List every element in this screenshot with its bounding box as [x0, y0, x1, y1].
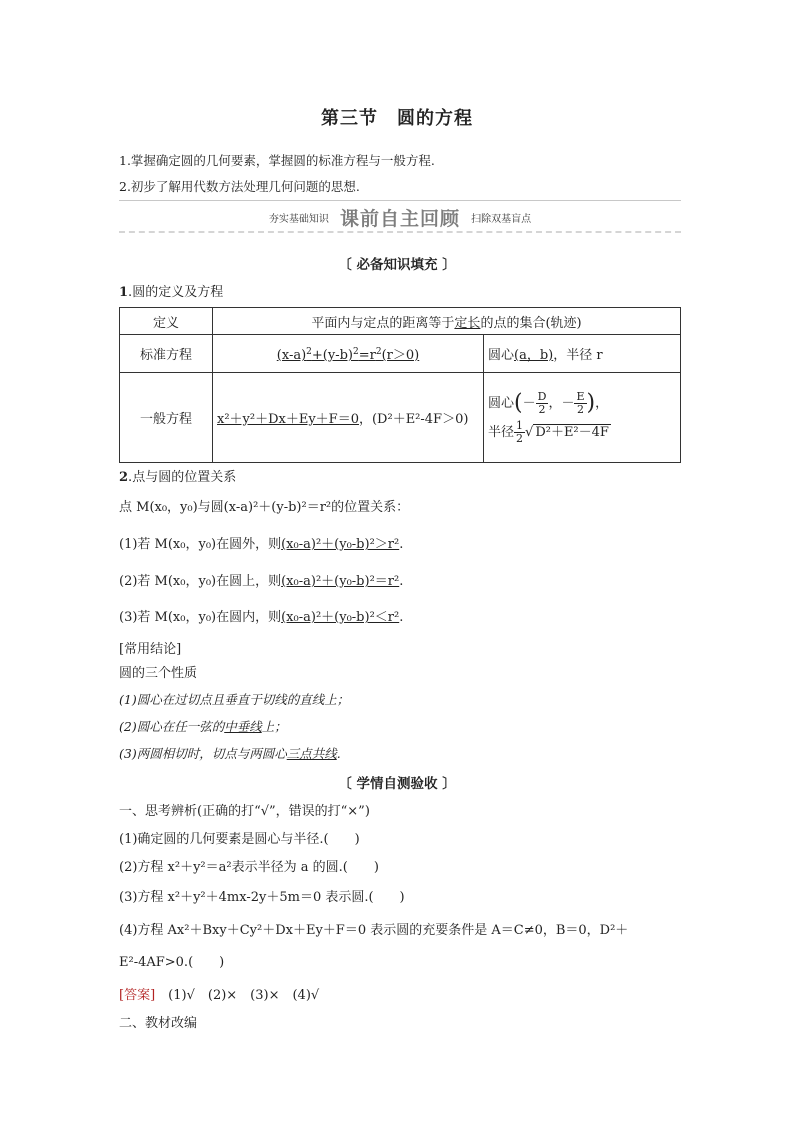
standard-equation-cell — [213, 335, 484, 373]
banner-main: 课前自主回顾 — [339, 208, 460, 230]
eq-sup: 2 — [353, 347, 359, 357]
radius-label: ，半径 r — [553, 348, 603, 363]
minus-sign: － — [522, 395, 536, 411]
section-knowledge-label: 必备知识填充 — [356, 257, 438, 273]
center-label: 圆心 — [488, 348, 515, 363]
question-4-cont: E²-4AF>0.( ) — [119, 955, 225, 970]
case-end: . — [399, 574, 404, 589]
common-conclusions-subtitle: 圆的三个性质 — [119, 666, 198, 681]
case-answer: (x₀-a)²＋(y₀-b)²＝r² — [281, 574, 400, 589]
definition-text: 平面内与定点的距离等于 — [311, 315, 455, 331]
radius-sqrt: D²＋E²－4F — [535, 424, 609, 440]
property-2 — [119, 717, 287, 735]
case-text: (1)若 M(x₀，y₀)在圆外，则 — [119, 537, 282, 552]
general-center-line: 圆心(－ $\frac{D}{2}$ ，－ $\frac{E}{2}$ )， — [488, 389, 609, 416]
definition-cell — [213, 308, 681, 335]
property-1 — [119, 690, 349, 708]
question-4: (4)方程 Ax²＋Bxy＋Cy²＋Dx＋Ey＋F＝0 表示圆的充要条件是 A＝C≠0，B＝0，D²＋ — [119, 923, 629, 938]
answer-label: [答案] — [119, 988, 156, 1003]
eq-part: (x-a) — [276, 348, 307, 363]
page-title: 第三节 圆的方程 — [321, 108, 473, 129]
fraction-e — [574, 391, 586, 416]
section-test-heading: 〔 学情自测验收 〕 — [338, 776, 456, 792]
eq-sup: 2 — [375, 347, 382, 357]
table-row-general — [120, 373, 681, 463]
standard-center-cell — [484, 335, 681, 373]
banner-bottom-line — [119, 231, 681, 233]
item1-heading: 1.圆的定义及方程 — [119, 285, 224, 300]
row-label-general: 一般方程 — [120, 373, 213, 463]
eq-sup: 2 — [306, 347, 312, 357]
banner-left: 夯实基础知识 — [268, 214, 329, 225]
point-case-3 — [119, 606, 403, 625]
property-text: (1)圆心在过切点且垂直于切线的直线上； — [119, 692, 350, 707]
answer-text: (1)√ (2)× (3)× (4)√ — [168, 988, 320, 1003]
section-banner — [119, 204, 681, 231]
eq-part: =r — [358, 348, 376, 363]
case-answer: (x₀-a)²＋(y₀-b)²＜r² — [281, 610, 400, 625]
part2-title: 二、教材改编 — [119, 1016, 198, 1031]
section-test-label: 学情自测验收 — [356, 776, 438, 792]
eq-part: (r＞0) — [381, 348, 420, 363]
question-3: (3)方程 x²＋y²＋4mx-2y＋5m＝0 表示圆.( ) — [119, 890, 405, 905]
property-3 — [119, 744, 341, 762]
banner-right: 扫除双基盲点 — [471, 214, 532, 225]
case-text: (2)若 M(x₀，y₀)在圆上，则 — [119, 574, 282, 589]
property-answer: 中垂线 — [224, 719, 262, 734]
case-text: (3)若 M(x₀，y₀)在圆内，则 — [119, 610, 282, 625]
case-end: . — [399, 610, 404, 625]
common-conclusions-title: [常用结论] — [119, 642, 182, 657]
item2-heading: 2.点与圆的位置关系 — [119, 470, 237, 485]
denominator: 2 — [577, 402, 584, 416]
radius-label: 半径 — [488, 424, 515, 440]
item1-title: 圆的定义及方程 — [132, 285, 224, 300]
general-equation-cell — [213, 373, 484, 463]
definition-answer: 定长 — [454, 315, 481, 331]
point-intro: 点 M(x₀，y₀)与圆(x-a)²＋(y-b)²＝r²的位置关系： — [119, 500, 410, 515]
definition-text-end: 的点的集合(轨迹) — [480, 315, 582, 331]
numerator: 1 — [516, 418, 524, 432]
center-value: (a，b) — [514, 348, 554, 363]
minus-sign: － — [561, 395, 575, 411]
table-row-definition — [120, 308, 681, 335]
numerator: E — [576, 389, 585, 403]
section-knowledge-heading: 〔 必备知识填充 〕 — [338, 257, 456, 273]
eq-part: +(y-b) — [311, 348, 353, 363]
table-row-standard — [120, 335, 681, 373]
general-radius-line: 半径 $\frac{1}{2}$ √ D²＋E²－4F — [488, 418, 609, 445]
property-text-end: . — [336, 746, 341, 761]
circle-equation-table — [119, 307, 681, 463]
row-label-definition: 定义 — [120, 308, 213, 335]
general-condition: ，(D²＋E²-4F＞0) — [358, 412, 469, 427]
property-answer: 三点共线 — [286, 746, 337, 761]
center-label: 圆心 — [488, 395, 515, 411]
numerator: D — [537, 389, 547, 403]
property-text: (3)两圆相切时，切点与两圆心 — [119, 746, 287, 761]
banner-top-line — [119, 200, 681, 201]
case-answer: (x₀-a)²＋(y₀-b)²＞r² — [281, 537, 400, 552]
comma: ， — [548, 395, 562, 411]
property-text: (2)圆心在任一弦的 — [119, 719, 225, 734]
part1-title: 一、思考辨析(正确的打“√”，错误的打“×”) — [119, 804, 370, 819]
fraction-half — [514, 420, 525, 445]
question-1: (1)确定圆的几何要素是圆心与半径.( ) — [119, 832, 360, 847]
point-case-2 — [119, 570, 403, 589]
item2-title: 点与圆的位置关系 — [132, 470, 237, 485]
row-label-standard: 标准方程 — [120, 335, 213, 373]
denominator: 2 — [538, 402, 546, 416]
comma: ， — [595, 395, 609, 411]
fraction-d — [536, 391, 549, 416]
point-case-1 — [119, 533, 403, 552]
property-text-end: 上； — [261, 719, 287, 734]
general-center-cell — [484, 373, 681, 463]
objective-1: 1.掌握确定圆的几何要素，掌握圆的标准方程与一般方程. — [119, 153, 435, 168]
case-end: . — [399, 537, 404, 552]
denominator: 2 — [516, 431, 524, 445]
question-2: (2)方程 x²＋y²＝a²表示半径为 a 的圆.( ) — [119, 860, 379, 875]
standard-equation — [277, 348, 419, 363]
answer-line — [119, 984, 319, 1003]
general-equation: x²＋y²＋Dx＋Ey＋F＝0 — [217, 412, 359, 427]
objective-2: 2.初步了解用代数方法处理几何问题的思想. — [119, 179, 360, 194]
